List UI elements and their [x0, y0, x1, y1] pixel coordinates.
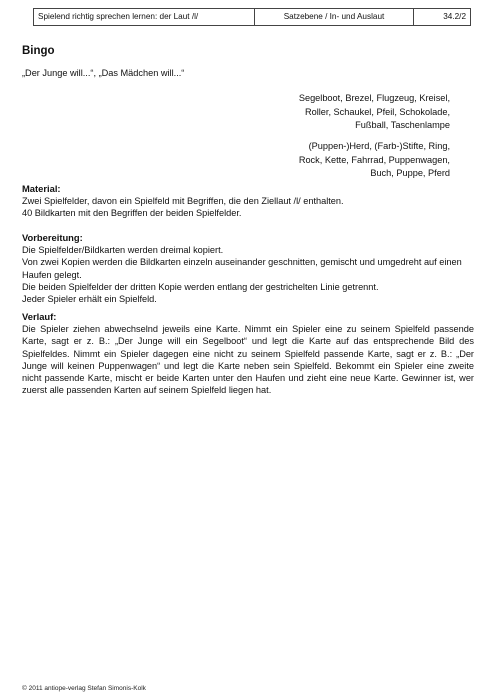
word-list-line: Buch, Puppe, Pferd	[370, 168, 450, 179]
material-heading: Material:	[22, 183, 61, 194]
preparation-line: Die Spielfelder/Bildkarten werden dreimal kopiert.	[22, 245, 224, 256]
preparation-line: Jeder Spieler erhält ein Spielfeld.	[22, 294, 157, 305]
procedure-section	[22, 311, 474, 396]
preparation-section	[22, 232, 474, 305]
page-header	[33, 8, 471, 26]
preparation-heading: Vorbereitung:	[22, 232, 83, 243]
copyright-footer: © 2011 antiope-verlag Stefan Simonis-Kolk	[22, 685, 146, 692]
header-level: Satzebene / In- und Auslaut	[255, 9, 414, 25]
word-list-line: (Puppen-)Herd, (Farb-)Stifte, Ring,	[308, 141, 450, 151]
preparation-line: Von zwei Kopien werden die Bildkarten einzeln auseinander geschnitten, gemischt und umgedreht auf einen Haufen gelegt.	[22, 257, 462, 280]
word-list-line: Fußball, Taschenlampe	[355, 120, 450, 131]
material-section	[22, 183, 474, 220]
word-list-other	[299, 140, 450, 181]
material-line: Zwei Spielfelder, davon ein Spielfeld mit Begriffen, die den Ziellaut /l/ enthalten.	[22, 196, 344, 207]
word-list-line: Segelboot, Brezel, Flugzeug, Kreisel,	[298, 93, 450, 103]
material-line: 40 Bildkarten mit den Begriffen der beiden Spielfelder.	[22, 208, 242, 219]
procedure-heading: Verlauf:	[22, 311, 57, 322]
word-list-line: Rock, Kette, Fahrrad, Puppenwagen,	[298, 154, 450, 165]
example-sentences: „Der Junge will...“, „Das Mädchen will...“	[22, 68, 185, 78]
header-page-number: 34.2/2	[443, 12, 466, 21]
preparation-line: Die beiden Spielfelder der dritten Kopie werden entlang der gestrichelten Linie getrennt.	[22, 281, 379, 292]
word-list-line: Roller, Schaukel, Pfeil, Schokolade,	[304, 106, 450, 117]
word-list-l-sound	[299, 92, 450, 133]
header-topic: Spielend richtig sprechen lernen: der Laut /l/	[34, 9, 255, 25]
page-title: Bingo	[22, 45, 55, 57]
procedure-text: Die Spieler ziehen abwechselnd jeweils eine Karte. Nimmt ein Spieler eine zu seinem Spielfeld passende Karte, sagt er z. B.: „Der Junge will ein Segelboot“ und legt die Karte auf das entsprechende Bild des Spielfeldes. Nimmt ein Spieler dagegen eine nicht zu seinem Spielfeld passende Karte, sagt er z. B.: „Der Junge will keinen Puppenwagen“ und legt die Karte neben sein Spielfeld. Bekommt ein Spieler eine zweite nicht passende Karte, mischt er beide Karten unter den Haufen und zieht eine neue Karte. Gewinner ist, wer zuerst alle passenden Karten auf seinem Spielfeld liegen hat.	[22, 324, 474, 396]
